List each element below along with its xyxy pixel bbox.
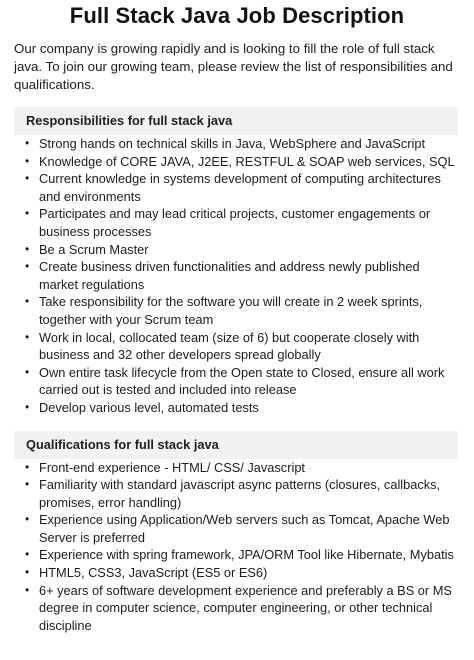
- qualification-item-text: Familiarity with standard javascript async patterns (closures, callbacks, promises, error handling): [39, 477, 441, 510]
- qualification-item: [25, 546, 458, 564]
- responsibility-item-text: Take responsibility for the software you will create in 2 week sprints, together with your Scrum team: [39, 294, 423, 327]
- qualification-item: [25, 582, 458, 635]
- bullet-icon: •: [25, 364, 30, 379]
- responsibility-item: [25, 135, 458, 153]
- page-title: Full Stack Java Job Description: [69, 3, 405, 28]
- responsibility-item-text: Current knowledge in systems development of computing architectures and environments: [39, 171, 441, 204]
- bullet-icon: •: [25, 477, 30, 492]
- qualification-item-text: Experience using Application/Web servers such as Tomcat, Apache Web Server is preferred: [39, 512, 450, 545]
- responsibility-item-text: Be a Scrum Master: [39, 241, 149, 257]
- bullet-icon: •: [25, 547, 30, 562]
- qualification-item: [25, 459, 458, 477]
- bullet-icon: •: [25, 565, 30, 580]
- responsibility-item: [25, 364, 458, 399]
- bullet-icon: •: [25, 241, 30, 256]
- responsibility-item-text: Participates and may lead critical projects, customer engagements or business processes: [39, 206, 431, 239]
- bullet-icon: •: [25, 512, 30, 527]
- responsibility-item-text: Work in local, collocated team (size of 6) but cooperate closely with business and 32 other developers spread globally: [39, 329, 420, 363]
- qualification-item: [25, 476, 458, 511]
- qualification-item-text: 6+ years of software development experience and preferably a BS or MS degree in computer science, computer engineering, or other technical discipline: [39, 582, 452, 633]
- responsibility-item: [25, 241, 458, 259]
- responsibility-item: [25, 293, 458, 328]
- responsibilities-list: [0, 135, 474, 417]
- bullet-icon: •: [25, 259, 30, 274]
- qualifications-list: [0, 459, 474, 635]
- responsibility-item: [25, 170, 458, 205]
- responsibility-item: [25, 399, 458, 417]
- qualification-item-text: Front-end experience - HTML/ CSS/ Javascript: [39, 459, 305, 475]
- responsibility-item: [25, 153, 458, 171]
- bullet-icon: •: [25, 582, 30, 597]
- bullet-icon: •: [25, 329, 30, 344]
- responsibility-item-text: Knowledge of CORE JAVA, J2EE, RESTFUL & SOAP web services, SQL: [39, 153, 455, 169]
- qualification-item: [25, 511, 458, 546]
- responsibility-item: [25, 329, 458, 364]
- responsibility-item-text: Strong hands on technical skills in Java, WebSphere and JavaScript: [39, 136, 426, 151]
- responsibilities-heading: Responsibilities for full stack java: [14, 107, 458, 135]
- qualification-item-text: Experience with spring framework, JPA/ORM Tool like Hibernate, Mybatis: [39, 547, 454, 563]
- intro-paragraph: Our company is growing rapidly and is looking to fill the role of full stack java. To join our growing team, please review the list of responsibilities and qualifications.: [14, 41, 453, 92]
- bullet-icon: •: [25, 294, 30, 309]
- bullet-icon: •: [25, 153, 30, 168]
- qualification-item-text: HTML5, CSS3, JavaScript (ES5 or ES6): [39, 565, 268, 581]
- responsibility-item-text: Own entire task lifecycle from the Open state to Closed, ensure all work carried out is tested and included into release: [39, 364, 445, 398]
- bullet-icon: •: [25, 399, 30, 414]
- bullet-icon: •: [25, 136, 30, 150]
- qualification-item: [25, 564, 458, 582]
- bullet-icon: •: [25, 171, 30, 186]
- qualifications-heading: Qualifications for full stack java: [14, 431, 458, 459]
- bullet-icon: •: [25, 206, 30, 221]
- responsibility-item-text: Create business driven functionalities and address newly published market regulations: [39, 259, 420, 292]
- bullet-icon: •: [25, 459, 30, 474]
- responsibility-item: [25, 258, 458, 293]
- responsibility-item: [25, 205, 458, 240]
- responsibility-item-text: Develop various level, automated tests: [39, 399, 259, 415]
